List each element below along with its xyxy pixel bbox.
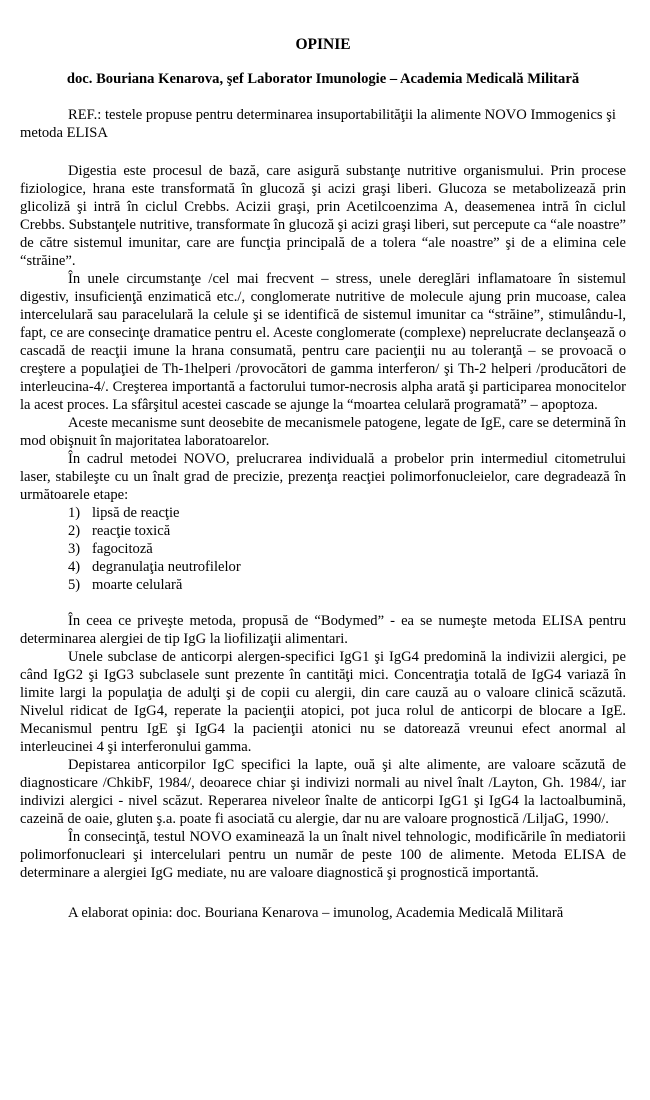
paragraph-novo-method: În cadrul metodei NOVO, prelucrarea individuală a probelor prin intermediul citometrului laser, stabileşte cu un înalt grad de precizie, prezenţa reacţiei polimorfonucleielor, care degradează în următoarele etape: [20, 451, 626, 503]
paragraph-igg-subclasses: Unele subclase de anticorpi alergen-specifici IgG1 şi IgG4 predomină la indivizii alergici, pe când IgG2 şi IgG3 subclasele sunt prezente în cantităţi mici. Concentraţia totală de IgG4 variază în limite largi la populaţia de adulţi şi de copii cu alergii, din care cauză au o valoare clinică scăzută. Nivelul ridicat de IgG4, reperate la pacienţii atopici, pot juca rolul de anticorpi de blocare a IgE. Mecanismul pentru IgE şi IgG4 la pacienţii atonici nu se datorează vreunui efect anormal al interleucinei 4 şi interferonului gamma. [20, 649, 626, 755]
signature-line: A elaborat opinia: doc. Bouriana Kenarova – imunolog, Academia Medicală Militară [68, 905, 564, 921]
list-text: moarte celulară [92, 577, 183, 593]
list-number: 5) [68, 577, 81, 593]
document-title: OPINIE [295, 36, 351, 53]
list-text: degranulaţia neutrofilelor [92, 559, 241, 575]
list-text: lipsă de reacţie [92, 505, 180, 521]
list-item [20, 522, 626, 540]
list-item [20, 576, 626, 594]
paragraph-circumstances: În unele circumstanţe /cel mai frecvent – stress, unele dereglări inflamatoare în sistemul digestiv, insuficienţă enzimatică etc./, conglomerate nutritive de molecule ajung prin mucoase, calea intercelulară sau paracelulară la celule şi se identifică de sistemul imunitar ca “străine”, stimulându-l, fapt, ce are consecinţe dramatice pentru el. Aceste conglomerate (complexe) neprelucrate declanşează o cascadă de reacţii imune la hrana consumată, pentru care pacienţii nu au toleranţă – se provoacă o creştere a populaţiei de Th-1helperi /provocători de gamma interferon/ şi Th-2 helperi /producători de interleucina-4/. Creşterea importantă a factorului tumor-necrosis alpha arată şi participarea monocitelor la acest proces. La sfârşitul acestei cascade se ajunge la “moartea celulară programată” – apoptoza. [20, 271, 626, 413]
list-number: 2) [68, 523, 81, 539]
blank-line [20, 594, 626, 612]
paragraph-igc-antibodies: Depistarea anticorpilor IgC specifici la lapte, ouă şi alte alimente, are valoare scăzută de diagnosticare /ChkibF, 1984/, deoarece chiar şi indivizi normali au nivel înalt /Layton, Gh. 1984/, iar indivizi alergici - nivel scăzut. Reperarea niveleor înalte de anticorpi IgG1 şi IgG4 la lactoalbumină, cazeină de oaie, gluten ş.a. poate fi asociată cu alergie, dar nu are valoare prognostică /LiljaG, 1990/. [20, 757, 626, 827]
paragraph-digestion: Digestia este procesul de bază, care asigură substanţe nutritive organismului. Prin procese fiziologice, hrana este transformată în glucoză şi acizi graşi liberi. Glucoza se metabolizează prin glicoliză şi intră în ciclul Crebbs. Acizii graşi, prin Acetilcoenzima A, deasemenea intră în ciclul Crebbs. Substanţele nutritive, transformate în glucoză şi acizi graşi liberi, sut percepute ca “ale noastre” de către sistemul imunitar, care are funcţia principală de a tolera “ale noastre” şi de a elimina cele “străine”. [20, 163, 626, 269]
list-text: fagocitoză [92, 541, 153, 557]
list-text: reacţie toxică [92, 523, 171, 539]
author-line: doc. Bouriana Kenarova, şef Laborator Imunologie – Academia Medicală Militară [66, 71, 580, 87]
body-section-a [20, 162, 626, 504]
list-number: 1) [68, 505, 81, 521]
list-number: 3) [68, 541, 81, 557]
list-number: 4) [68, 559, 81, 575]
reference-line: REF.: testele propuse pentru determinarea insuportabilităţii la alimente NOVO Immogenics şi metoda ELISA [20, 107, 616, 141]
list-item [20, 558, 626, 576]
stages-list [20, 504, 626, 594]
paragraph-conclusion: În consecinţă, testul NOVO examinează la un înalt nivel tehnologic, modificările în mediatorii polimorfonucleari şi intercelulari pentru un număr de peste 100 de alimente. Metoda ELISA de determinare a alergiei IgG mediate, nu are valoare diagnostică şi prognostică importantă. [20, 829, 626, 881]
paragraph-mechanisms: Aceste mecanisme sunt deosebite de mecanismele patogene, legate de IgE, care se determină în mod obişnuit în majoritatea laboratoarelor. [20, 415, 626, 449]
list-item [20, 504, 626, 522]
paragraph-elisa-method: În ceea ce priveşte metoda, propusă de “Bodymed” - ea se numeşte metoda ELISA pentru determinarea alergiei de tip IgG la liofilizaţii alimentari. [20, 613, 626, 647]
body-section-b [20, 612, 626, 882]
list-item [20, 540, 626, 558]
